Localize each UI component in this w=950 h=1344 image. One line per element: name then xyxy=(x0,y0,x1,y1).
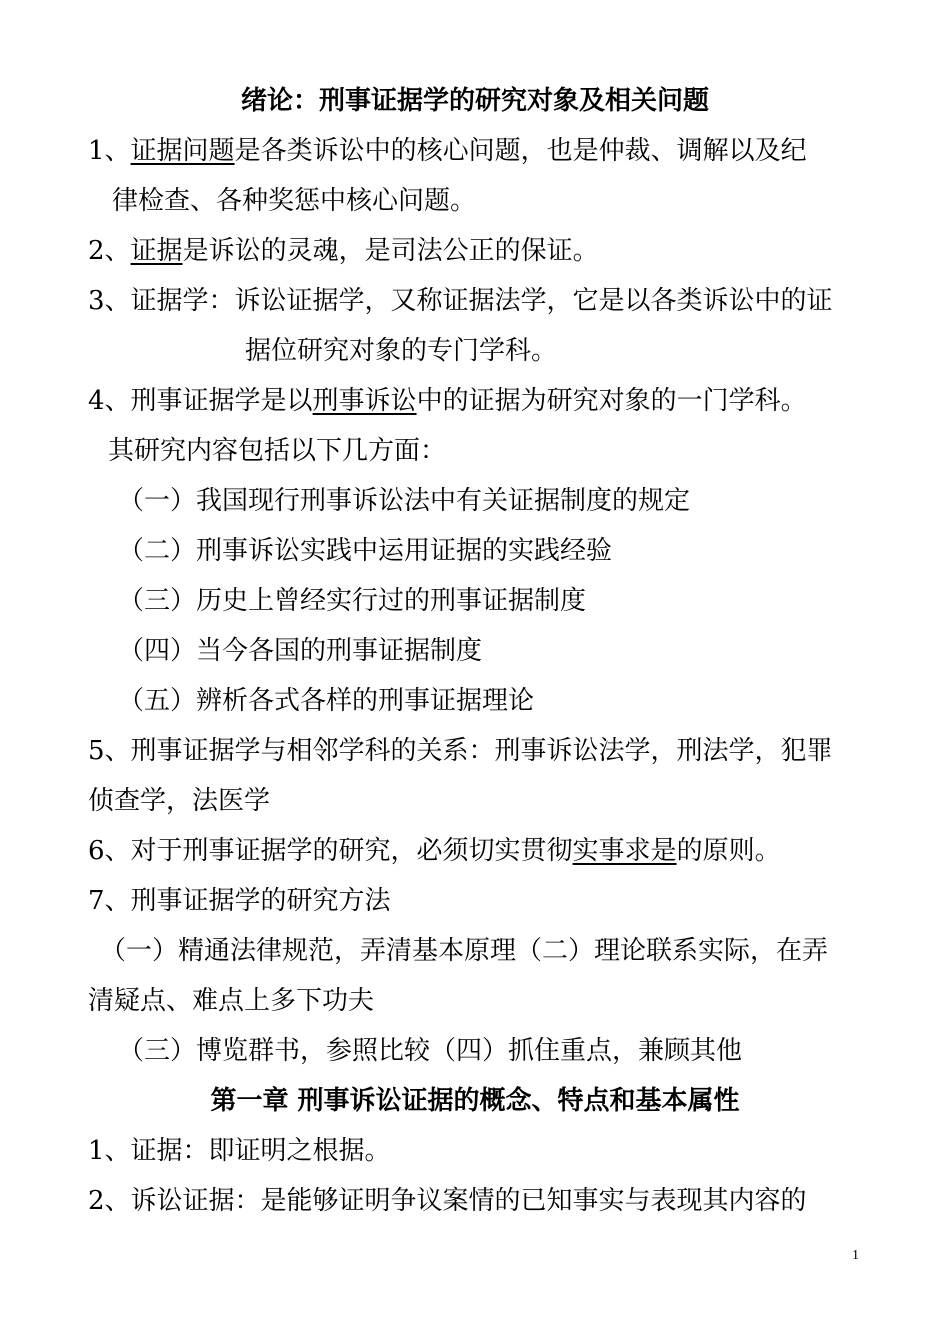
paragraph-3-continued: 据位研究对象的专门学科。 xyxy=(245,336,558,366)
paragraph-5: 5、刑事证据学与相邻学科的关系：刑事诉讼法学，刑法学，犯罪 xyxy=(88,736,833,766)
text: 的原则。 xyxy=(676,836,781,866)
paragraph-3: 3、证据学：诉讼证据学，又称证据法学，它是以各类诉讼中的证 xyxy=(88,286,833,316)
item-number: 2、 xyxy=(88,236,131,266)
paragraph-1-continued: 律检查、各种奖惩中核心问题。 xyxy=(112,186,477,216)
page-number: 1 xyxy=(852,1248,859,1263)
paragraph-4-continued: 其研究内容包括以下几方面： xyxy=(108,436,447,466)
content-item: （三）历史上曾经实行过的刑事证据制度 xyxy=(118,586,587,616)
content-item: （五）辨析各式各样的刑事证据理论 xyxy=(118,686,535,716)
chapter-1-item-1: 1、证据：即证明之根据。 xyxy=(88,1136,391,1166)
method-line-1: （一）精通法律规范，弄清基本原理（二）理论联系实际，在弄 xyxy=(100,936,829,966)
text: 中的证据为研究对象的一门学科。 xyxy=(416,386,807,416)
text: 是诉讼的灵魂，是司法公正的保证。 xyxy=(182,236,599,266)
content-item: （四）当今各国的刑事证据制度 xyxy=(118,636,483,666)
paragraph-2 xyxy=(88,236,868,266)
paragraph-6 xyxy=(88,836,868,866)
chapter-1-item-2: 2、诉讼证据：是能够证明争议案情的已知事实与表现其内容的 xyxy=(88,1186,807,1216)
paragraph-1 xyxy=(88,136,868,166)
underlined-term: 证据问题 xyxy=(130,136,235,166)
text: 6、对于刑事证据学的研究，必须切实贯彻 xyxy=(88,836,573,866)
content-item: （一）我国现行刑事诉讼法中有关证据制度的规定 xyxy=(118,486,691,516)
method-line-2: 清疑点、难点上多下功夫 xyxy=(88,986,375,1016)
underlined-term: 实事求是 xyxy=(572,836,677,866)
paragraph-7: 7、刑事证据学的研究方法 xyxy=(88,886,391,916)
paragraph-5-continued: 侦查学，法医学 xyxy=(88,786,271,816)
heading-introduction: 绪论：刑事证据学的研究对象及相关问题 xyxy=(240,86,709,116)
paragraph-4 xyxy=(88,386,868,416)
item-number: 1、 xyxy=(88,136,131,166)
method-line-3: （三）博览群书，参照比较（四）抓住重点，兼顾其他 xyxy=(118,1036,743,1066)
text: 4、刑事证据学是以 xyxy=(88,386,313,416)
underlined-term: 证据 xyxy=(130,236,183,266)
heading-chapter-1: 第一章 刑事诉讼证据的概念、特点和基本属性 xyxy=(210,1086,740,1116)
text: 是各类诉讼中的核心问题，也是仲裁、调解以及纪 xyxy=(234,136,807,166)
content-item: （二）刑事诉讼实践中运用证据的实践经验 xyxy=(118,536,613,566)
underlined-term: 刑事诉讼 xyxy=(312,386,417,416)
